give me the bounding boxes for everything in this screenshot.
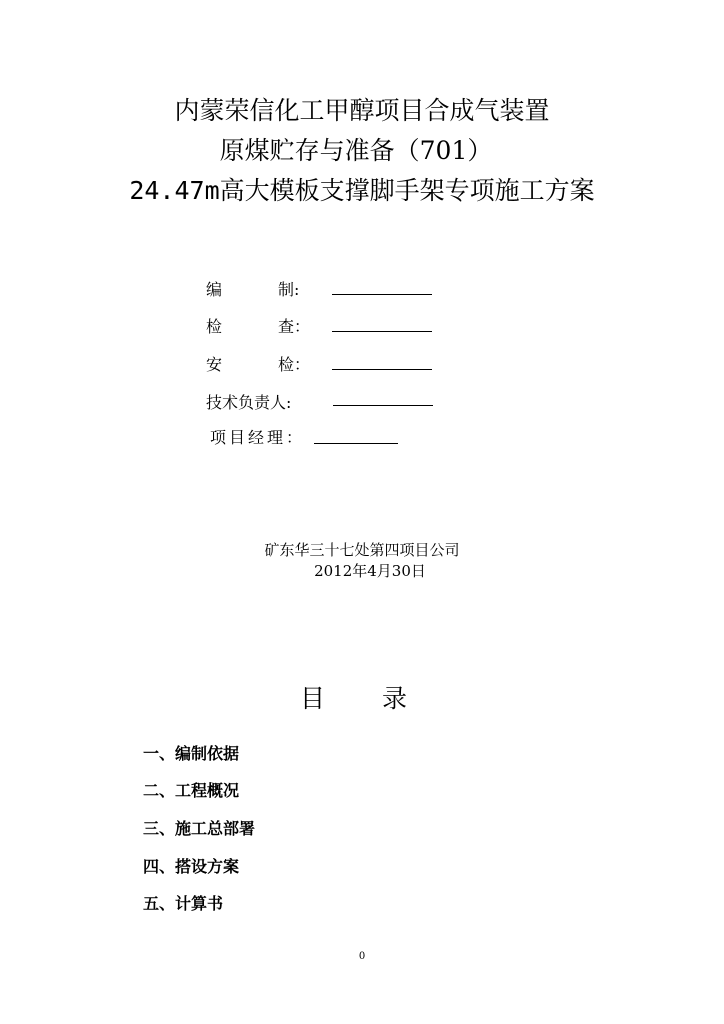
toc-item[interactable]: 二、工程概况 [143, 781, 240, 800]
signature-label: 技术负责人: [206, 393, 292, 412]
signature-line[interactable] [332, 369, 432, 370]
toc-title-char: 录 [382, 684, 408, 713]
title-line-3 [0, 175, 724, 207]
signature-line[interactable] [333, 405, 433, 406]
signature-label-suffix: 查： [278, 317, 311, 336]
signature-line[interactable] [332, 294, 432, 295]
signature-label-suffix: 检： [278, 355, 311, 374]
toc-item[interactable]: 三、施工总部署 [143, 819, 256, 838]
signature-line[interactable] [314, 443, 398, 444]
toc-item[interactable]: 四、搭设方案 [143, 857, 240, 876]
company-name: 矿东华三十七处第四项目公司 [264, 541, 460, 559]
title-line-1: 内蒙荣信化工甲醇项目合成气装置 [174, 96, 550, 125]
title-height: 24.47m [129, 176, 220, 205]
signature-row-compiled [206, 280, 299, 300]
signature-row-checked [206, 317, 310, 337]
signature-row-project-manager [210, 428, 305, 448]
signature-row-tech-lead [206, 393, 291, 413]
toc-item[interactable]: 一、编制依据 [143, 744, 240, 763]
toc-title-char: 目 [300, 684, 326, 713]
signature-label: 检 [206, 317, 223, 336]
title-line-3-text: 高大模板支撑脚手架专项施工方案 [219, 176, 595, 205]
signature-row-safety [206, 355, 310, 375]
signature-label-suffix: 制: [278, 280, 300, 299]
signature-label: 安 [206, 355, 223, 374]
signature-line[interactable] [332, 331, 432, 332]
document-date: 2012年4月30日 [314, 562, 426, 580]
toc-title [300, 683, 407, 715]
page-number: 0 [358, 951, 366, 962]
signature-label: 编 [206, 280, 223, 299]
toc-item[interactable]: 五、计算书 [143, 894, 224, 913]
signature-label: 项目经理： [210, 428, 306, 447]
title-line-2: 原煤贮存与准备（701） [219, 136, 493, 165]
